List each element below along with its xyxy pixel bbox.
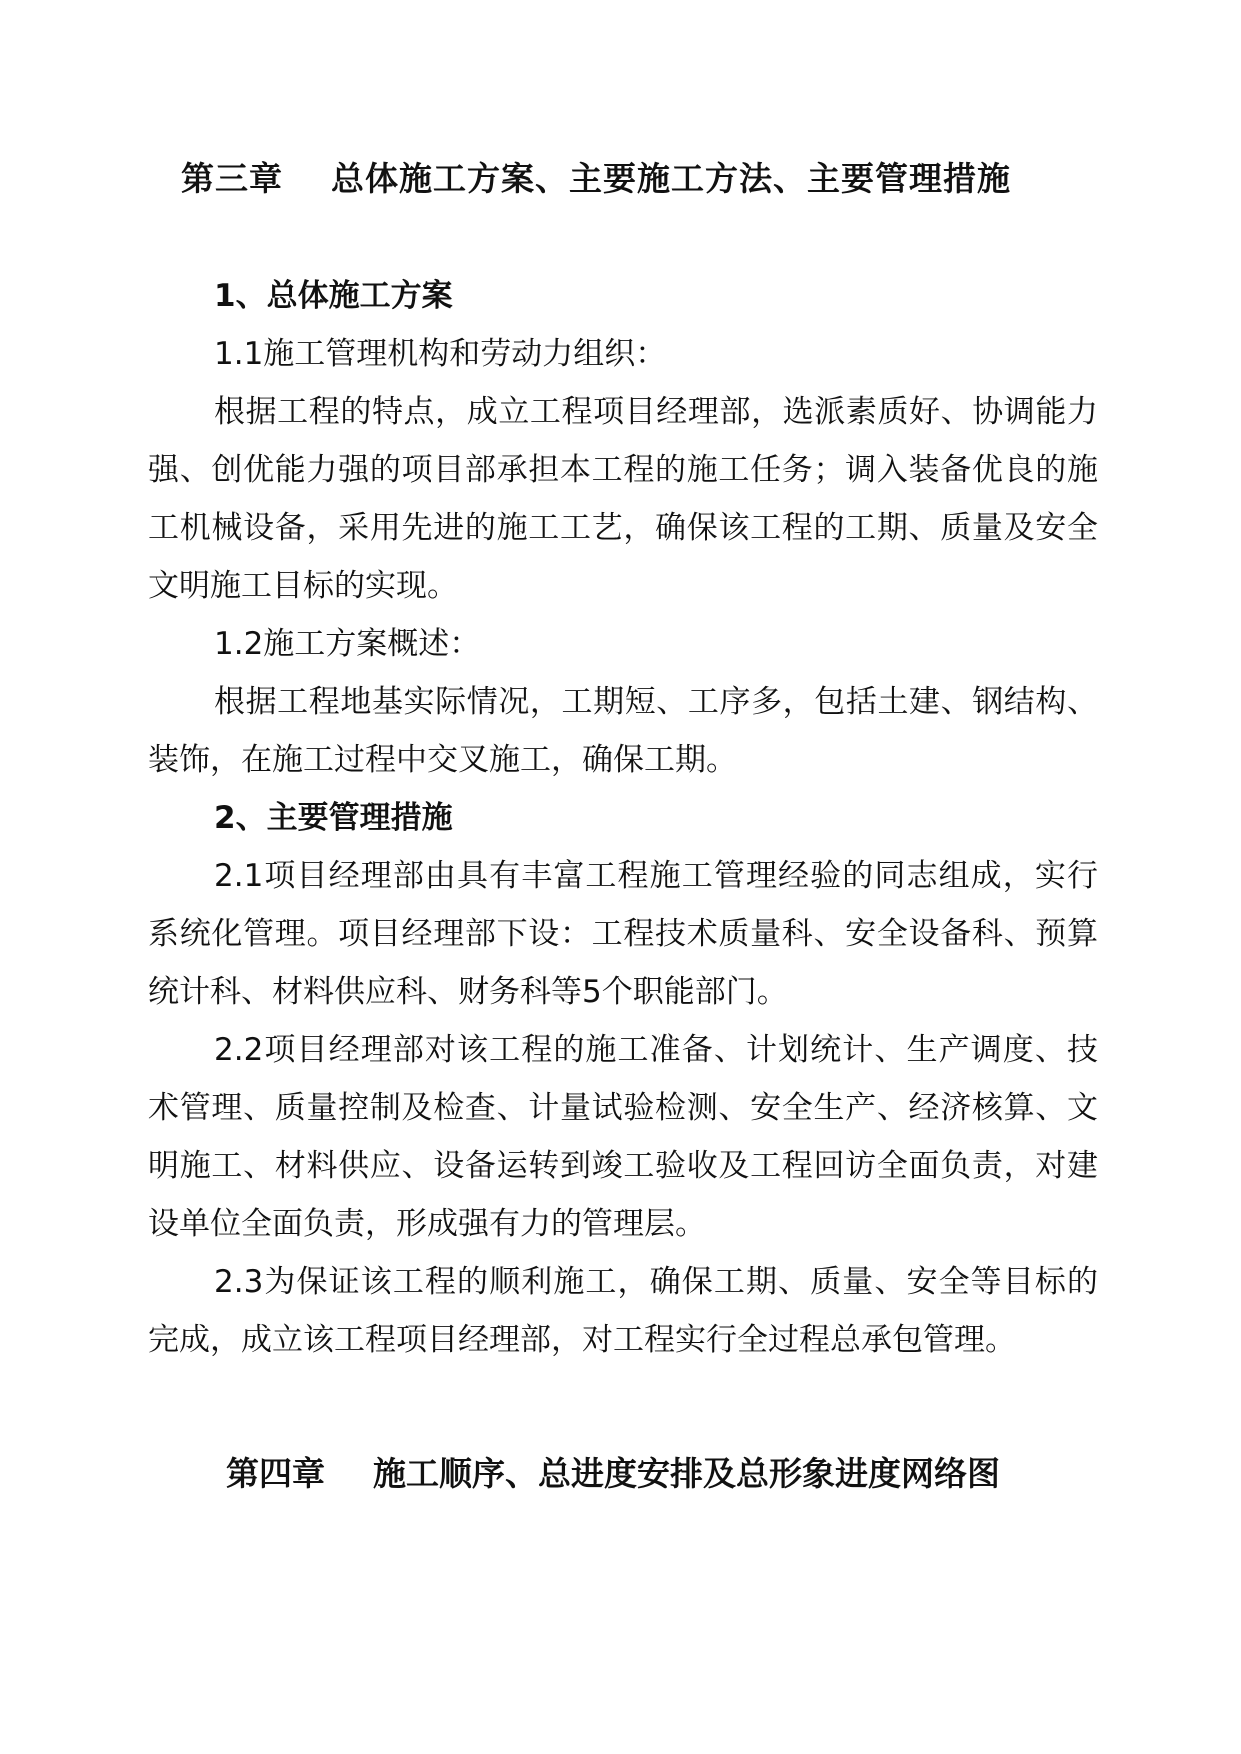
subsection-1-1-heading: 1.1施工管理机构和劳动力组织： xyxy=(214,336,667,372)
chapter-3-body xyxy=(148,267,1098,1369)
chapter-4-title-text: 施工顺序、总进度安排及总形象进度网络图 xyxy=(373,1454,1000,1493)
chapter-4-title xyxy=(226,1454,1000,1494)
section-1-heading: 1、总体施工方案 xyxy=(214,278,453,314)
subsection-2-2: 2.2项目经理部对该工程的施工准备、计划统计、生产调度、技术管理、质量控制及检查、计量试验检测、安全生产、经济核算、文明施工、材料供应、设备运转到竣工验收及工程回访全面负责，对建设单位全面负责，形成强有力的管理层。 xyxy=(148,1032,1098,1242)
subsection-1-2-heading: 1.2施工方案概述： xyxy=(214,626,481,662)
section-2-heading: 2、主要管理措施 xyxy=(214,800,453,836)
chapter-3-title xyxy=(181,159,1011,199)
subsection-2-1: 2.1项目经理部由具有丰富工程施工管理经验的同志组成，实行系统化管理。项目经理部下设：工程技术质量科、安全设备科、预算统计科、材料供应科、财务科等5个职能部门。 xyxy=(148,858,1098,1010)
chapter-3-number: 第三章 xyxy=(181,159,283,198)
subsection-1-1-body: 根据工程的特点，成立工程项目经理部，选派素质好、协调能力强、创优能力强的项目部承担本工程的施工任务；调入装备优良的施工机械设备，采用先进的施工工艺，确保该工程的工期、质量及安全文明施工目标的实现。 xyxy=(148,394,1098,604)
chapter-3-title-text: 总体施工方案、主要施工方法、主要管理措施 xyxy=(331,159,1011,198)
chapter-4-number: 第四章 xyxy=(226,1454,325,1493)
subsection-2-3: 2.3为保证该工程的顺利施工，确保工期、质量、安全等目标的完成，成立该工程项目经理部，对工程实行全过程总承包管理。 xyxy=(148,1264,1098,1358)
subsection-1-2-body: 根据工程地基实际情况，工期短、工序多，包括土建、钢结构、装饰，在施工过程中交叉施工，确保工期。 xyxy=(148,684,1098,778)
